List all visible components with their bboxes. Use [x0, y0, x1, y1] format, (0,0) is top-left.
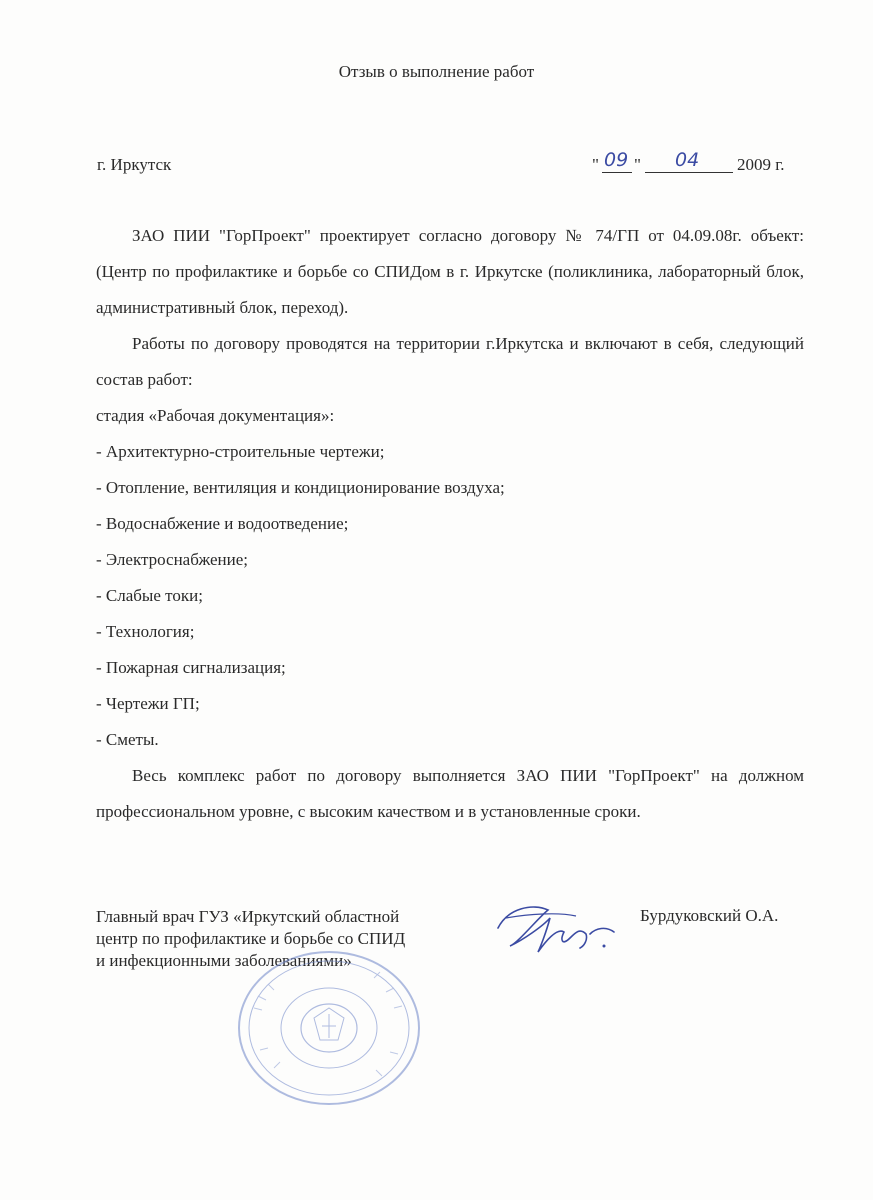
document-body	[96, 218, 804, 830]
signer-name: Бурдуковский О.А.	[640, 906, 779, 925]
signer-line: и инфекционными заболеваниями»	[96, 951, 352, 970]
date-day-field	[602, 142, 632, 173]
date-year: 2009 г.	[737, 155, 785, 174]
list-item: - Технология;	[96, 622, 195, 641]
signer-line: Главный врач ГУЗ «Иркутский областной	[96, 907, 400, 926]
list-item: - Сметы.	[96, 730, 159, 749]
list-item: - Отопление, вентиляция и кондиционирование воздуха;	[96, 478, 505, 497]
city-label: г. Иркутск	[97, 155, 172, 174]
paragraph-works: Работы по договору проводятся на территории г.Иркутска и включают в себя, следующий состав работ:	[96, 334, 804, 389]
date-open-quote: "	[592, 155, 599, 174]
handwritten-signature	[488, 888, 628, 968]
stage-label: стадия «Рабочая документация»:	[96, 406, 335, 425]
list-item: - Электроснабжение;	[96, 550, 248, 569]
document-date	[590, 142, 805, 178]
date-close-quote: "	[634, 155, 641, 174]
date-month-handwritten: 04	[675, 149, 700, 171]
date-month-field	[645, 142, 733, 173]
list-item: - Пожарная сигнализация;	[96, 658, 286, 677]
list-item: - Чертежи ГП;	[96, 694, 200, 713]
document-title: Отзыв о выполнение работ	[338, 62, 535, 81]
signer-line: центр по профилактике и борьбе со СПИД	[96, 929, 406, 948]
list-item: - Водоснабжение и водоотведение;	[96, 514, 349, 533]
paragraph-conclusion: Весь комплекс работ по договору выполняется ЗАО ПИИ "ГорПроект" на должном профессиональном уровне, с высоким качеством и в установленные сроки.	[96, 766, 804, 821]
official-seal	[234, 948, 424, 1108]
list-item: - Слабые токи;	[96, 586, 203, 605]
paragraph-project: ЗАО ПИИ "ГорПроект" проектирует согласно договору № 74/ГП от 04.09.08г. объект: (Центр по профилактике и борьбе со СПИДом в г. Иркутске (поликлиника, лабораторный блок, административный блок, переход).	[96, 226, 804, 317]
date-day-handwritten: 09	[604, 149, 629, 171]
list-item: - Архитектурно-строительные чертежи;	[96, 442, 385, 461]
